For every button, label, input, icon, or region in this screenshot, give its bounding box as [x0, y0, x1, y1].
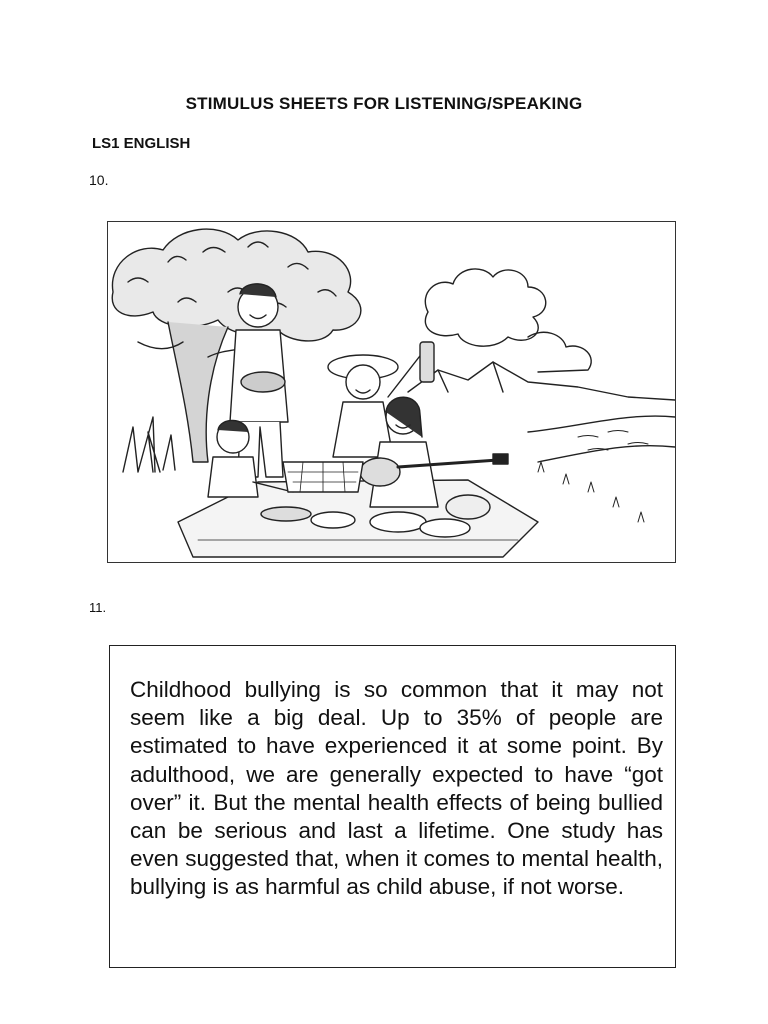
picnic-drawing	[108, 222, 675, 562]
bullying-passage: Childhood bullying is so common that it may not seem like a big deal. Up to 35% of people are estimated to have experienced it at some point. By adulthood, we are generally expected to have “got over” it. But the mental health effects of being bullied can be serious and last a lifetime. One study has even suggested that, when it comes to mental health, bullying is as harmful as child abuse, if not worse.	[130, 677, 663, 900]
item-number-11: 11.	[89, 600, 107, 615]
item-number-10: 10.	[89, 172, 109, 188]
subject-label: LS1 ENGLISH	[92, 135, 191, 152]
picnic-illustration	[107, 221, 676, 563]
passage-box	[109, 645, 676, 968]
page-title: STIMULUS SHEETS FOR LISTENING/SPEAKING	[185, 94, 583, 113]
